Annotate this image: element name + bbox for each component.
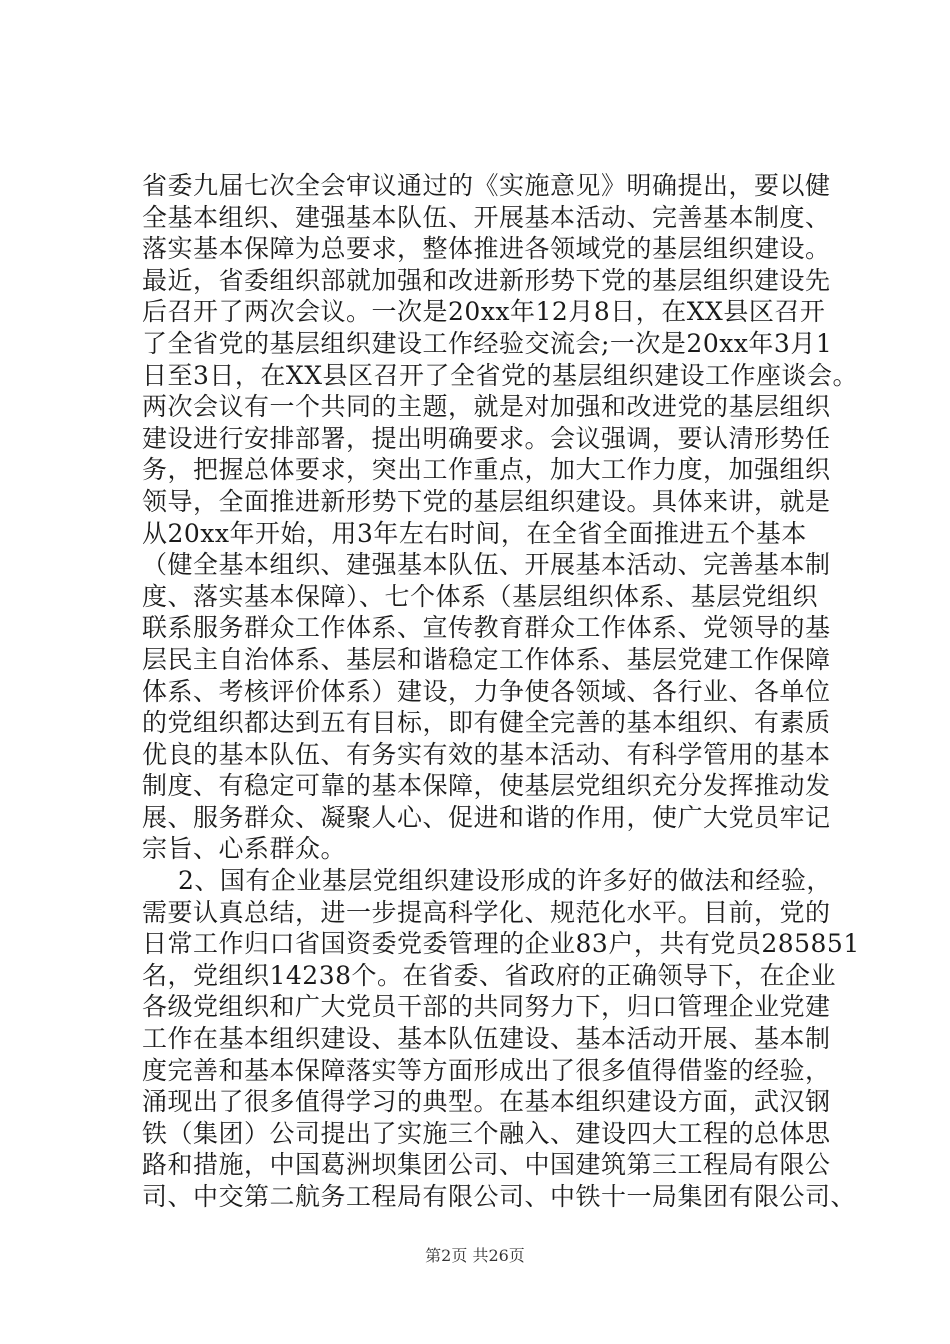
text-line: 度完善和基本保障落实等方面形成出了很多值得借鉴的经验， bbox=[142, 1055, 831, 1085]
text-line: 落实基本保障为总要求，整体推进各领域党的基层组织建设。 bbox=[142, 234, 831, 264]
text-line: （健全基本组织、建强基本队伍、开展基本活动、完善基本制 bbox=[142, 550, 831, 580]
text-line: 体系、考核评价体系）建设，力争使各领域、各行业、各单位 bbox=[142, 676, 831, 706]
text-line: 的党组织都达到五有目标，即有健全完善的基本组织、有素质 bbox=[142, 708, 831, 738]
text-line: 度、落实基本保障）、七个体系（基层组织体系、基层党组织 bbox=[142, 581, 819, 611]
text-line: 路和措施，中国葛洲坝集团公司、中国建筑第三工程局有限公 bbox=[142, 1150, 831, 1180]
text-line: 全基本组织、建强基本队伍、开展基本活动、完善基本制度、 bbox=[142, 202, 831, 232]
text-line: 名，党组织14238个。在省委、省政府的正确领导下，在企业 bbox=[142, 960, 837, 990]
text-line: 优良的基本队伍、有务实有效的基本活动、有科学管用的基本 bbox=[142, 739, 831, 769]
text-line: 层民主自治体系、基层和谐稳定工作体系、基层党建工作保障 bbox=[142, 644, 831, 674]
text-line: 从20xx年开始，用3年左右时间，在全省全面推进五个基本 bbox=[142, 518, 807, 548]
paragraph-start-line: 2、国有企业基层党组织建设形成的许多好的做法和经验， bbox=[178, 866, 832, 896]
text-line: 涌现出了很多值得学习的典型。在基本组织建设方面，武汉钢 bbox=[142, 1087, 831, 1117]
text-line: 务，把握总体要求，突出工作重点，加大工作力度，加强组织 bbox=[142, 455, 831, 485]
text-line: 联系服务群众工作体系、宣传教育群众工作体系、党领导的基 bbox=[142, 613, 831, 643]
text-line: 日常工作归口省国资委党委管理的企业83户，共有党员285851 bbox=[142, 929, 860, 959]
text-line: 后召开了两次会议。一次是20xx年12月8日，在XX县区召开 bbox=[142, 297, 826, 327]
text-line: 工作在基本组织建设、基本队伍建设、基本活动开展、基本制 bbox=[142, 1024, 831, 1054]
text-line: 司、中交第二航务工程局有限公司、中铁十一局集团有限公司、 bbox=[142, 1182, 857, 1211]
text-line: 两次会议有一个共同的主题，就是对加强和改进党的基层组织 bbox=[142, 392, 831, 422]
text-line: 需要认真总结，进一步提高科学化、规范化水平。目前，党的 bbox=[142, 897, 831, 927]
text-line: 省委九届七次全会审议通过的《实施意见》明确提出，要以健 bbox=[142, 171, 831, 200]
text-line: 铁（集团）公司提出了实施三个融入、建设四大工程的总体思 bbox=[142, 1118, 831, 1148]
text-line: 展、服务群众、凝聚人心、促进和谐的作用，使广大党员牢记 bbox=[142, 802, 831, 832]
text-line: 了全省党的基层组织建设工作经验交流会;一次是20xx年3月1 bbox=[142, 328, 833, 358]
text-line: 日至3日，在XX县区召开了全省党的基层组织建设工作座谈会。 bbox=[142, 360, 859, 390]
text-line: 制度、有稳定可靠的基本保障，使基层党组织充分发挥推动发 bbox=[142, 771, 831, 801]
text-line: 领导，全面推进新形势下党的基层组织建设。具体来讲，就是 bbox=[142, 486, 831, 516]
text-line: 宗旨、心系群众。 bbox=[142, 834, 347, 864]
page-number-footer: 第2页 共26页 bbox=[425, 1246, 525, 1265]
text-line: 建设进行安排部署，提出明确要求。会议强调，要认清形势任 bbox=[142, 423, 831, 453]
text-line: 最近，省委组织部就加强和改进新形势下党的基层组织建设先 bbox=[142, 265, 831, 295]
document-body bbox=[142, 170, 862, 1213]
text-line: 各级党组织和广大党员干部的共同努力下，归口管理企业党建 bbox=[142, 992, 831, 1022]
